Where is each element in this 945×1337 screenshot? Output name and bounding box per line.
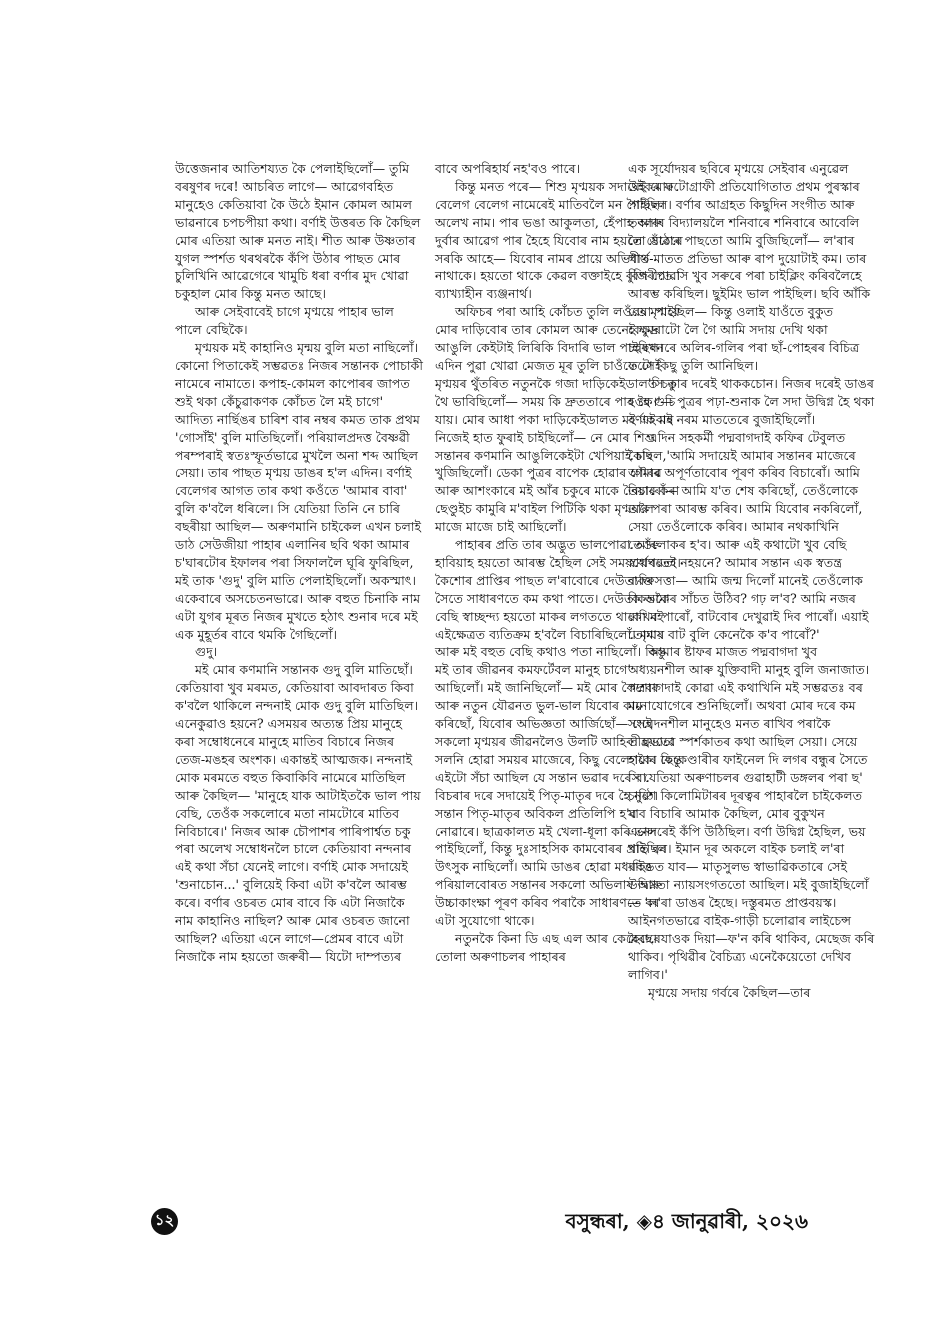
paragraph: মই মোৰ কণমানি সন্তানক গুদু বুলি মাতিছোঁ। কেতিয়াবা খুব মৰমত, কেতিয়াবা আবদাৰত কিবা ক'বলৈ থাকিলে নন্দনাই মোক গুদু বুলি মাতিছিল। এনেকুৱাও হয়নে? এসময়ৰ অত্যন্ত প্ৰিয় মানুহে কৰা সম্বোধনেৰে মানুহে মাতিব বিচাৰে নিজৰ তেজ-মঙহৰ অংশক। একান্তই আত্মজক। নন্দনাই মোক মৰমতে বহুত কিবাকিবি নামেৰে মাতিছিল আৰু কৈছিল— 'মানুহে যাক আটাইতকৈ ভাল পায় বেছি, তেওঁক সকলোৰে মতা নামটোৰে মাতিব নিবিচাৰে।' নিজৰ আৰু চৌপাশৰ পাৰিপাৰ্শ্বত চকু পৰা অলেখ সম্বোধনলৈ চালে কেতিয়াবা নন্দনাৰ এই কথা সঁচা যেনেই লাগে। বৰ্ণাই মোক সদায়েই 'শুনাচোন...' বুলিয়েই কিবা এটা ক'বলৈ আৰম্ভ কৰে। বৰ্ণাৰ ওচৰত মোৰ বাবে কি এটা নিজাকৈ নাম কাহানিও নাছিল? আৰু মোৰ ওচৰত জানো আছিল? এতিয়া এনে লাগে—প্ৰেমৰ বাবে এটা নিজাকৈ নাম হয়তো জৰুৰী— যিটো দাম্পত্যৰ <box>175 662 421 964</box>
paragraph: কিন্তু মনত পৰে— শিশু মৃণ্ময়ক সদায়েই মোৰ বেলেগ বেলেগ নামেৰেই মাতিবলৈ মন গৈছিল। অলেখ নাম। পাৰ ভঙা আকুলতা, হেঁপাহ আৰু দুৰ্বাৰ আৱেগ পাৰ হৈহে যিবোৰ নাম হয়তো ওঁঠেৰে সৰকি আহে— যিবোৰ নামৰ প্ৰায়ে অভিধাৰ্থ নাথাকে। হয়তো থাকে কেৱল বক্তাইহে বুজি পোৱা ব্যাখ্যাহীন ব্যঞ্জনাৰ্থ। <box>435 178 683 302</box>
text-column-3 <box>628 160 876 1002</box>
paragraph: বাবে অপৰিহাৰ্য নহ'বও পাৰে। <box>435 161 581 176</box>
paragraph: নতুনকৈ কিনা ডি এছ এল আৰ কেমেৰাৰে তোলা অৰুণাচলৰ পাহাৰৰ <box>435 930 661 964</box>
paragraph: আমাৰ ষ্টাফৰ মাজত পদ্মবাগদা খুব অধ্যয়নশীল আৰু যুক্তিবাদী মানুহ বুলি জনাজাত। পদ্মবাগদাই কোৱা এই কথাখিনি মই সম্ভৱতঃ বৰ মনোযোগেৰে শুনিছিলোঁ। অথবা মোৰ দৰে কম সংবেদনশীল মানুহেও মনত ৰাখিব পৰাকৈ তীব্ৰভাৱে স্পৰ্শকাতৰ কথা আছিল সেয়া। সেয়ে হায়াৰ ছেকেণ্ডাৰীৰ ফাইনেল দি লগৰ বন্ধুৰ সৈতে সি যেতিয়া অৰুণাচলৰ গুৱাহাটী ডঙ্গলৰ পৰা ছ' চাৰিশ কিলোমিটাৰৰ দূৰত্বৰ পাহাৰলৈ চাইকেলত যাব বিচাৰি আমাক কৈছিল, মোৰ বুকুখন এনেদৰেই কঁপি উঠিছিল। বৰ্ণা উদ্বিগ্ন হৈছিল, ভয় খাইছিল। ইমান দূৰ অকলে বাইক চলাই ল'ৰা ৰাইডত যাব— মাতৃসুলভ স্বাভাৱিকতাৰে সেই উদ্বিগ্নতা ন্যায়সংগততো আছিল। মই বুজাইছিলোঁ— 'ল'ৰা ডাঙৰ হৈছে। দস্তুৰমত প্ৰাপ্তবয়স্ক। আইনগতভাৱে বাইক-গাড়ী চলোৱাৰ লাইচেন্স হৈছে। যাওক দিয়া—ফ'ন কৰি থাকিব, মেছেজ কৰি থাকিব। পৃথিৱীৰ বৈচিত্ৰ্য এনেকৈয়েতো দেখিব লাগিব।' <box>628 644 875 982</box>
paragraph: এদিন সহকৰ্মী পদ্মবাগদাই কফিৰ টেবুলত কৈছিল,'আমি সদায়েই আমাৰ সন্তানৰ মাজেৰে আমাৰ অপূৰ্ণতাবোৰ পূৰণ কৰিব বিচাৰোঁ। আমি বিচাৰোঁ— আমি য'ত শেষ কৰিছোঁ, তেওঁলোকে তাৰ পৰা আৰম্ভ কৰিব। আমি যিবোৰ নকৰিলোঁ, সেয়া তেওঁলোকে কৰিব। আমাৰ নথকাখিনি তেওঁলোকৰ হ'ব। আৰু এই কথাটো খুব বেছি স্বাৰ্থপৰতা নহয়নে? আমাৰ সন্তান এক স্বতন্ত্ৰ ব্যক্তিসত্তা— আমি জন্ম দিলোঁ মানেই তেওঁলোক কি আমাৰ সাঁচত উঠিব? গঢ় ল'ব? আমি নজৰ ৰাখিব পাৰোঁ, বাটবোৰ দেখুৱাই দিব পাৰোঁ। এয়াই তোমাৰ বাট বুলি কেনেকৈ ক'ব পাৰোঁ?' <box>628 429 869 642</box>
text-column-1 <box>175 160 423 966</box>
paragraph: পাহাৰৰ প্ৰতি তাৰ অদ্ভুত ভালপোৱা আৰু হাবিয়াহ হয়তো আৰম্ভ হৈছিল সেই সময়বোৰতেই। কৈশোৰ প্ৰাপ্তিৰ পাছত ল'ৰাবোৰে দেউতাকৰ সৈতে সাধাৰণতে কম কথা পাতে। দেউতাকতকৈ বেছি স্বাচ্ছন্দ্য হয়তো মাকৰ লগততে থাকে। মই এইক্ষেত্ৰত ব্যতিক্ৰম হ'বলৈ বিচাৰিছিলোঁ। মৃণ্ময় আৰু মই বহুত বেছি কথাও পতা নাছিলোঁ। কিন্তু মই তাৰ জীৱনৰ কমফৰ্টেবল মানুহ চাগে' আছিলোঁ। মই জানিছিলোঁ— মই মোৰ কৈশোৰ আৰু নতুন যৌৱনত ভুল-ভাল যিবোৰ কাম কৰিছোঁ, যিবোৰ অভিজ্ঞতা আৰ্জিছোঁ— সেই সকলো মৃণ্ময়ৰ জীৱনলৈও উলটি আহিব। হয়তো সলনি হোৱা সময়ৰ মাজেৰে, কিছু বেলেগকৈ। কিন্তু এইটো সঁচা আছিল যে সন্তান ভৱাৰ দৰে বা বিচৰাৰ দৰে সদায়েই পিতৃ-মাতৃৰ দৰে হৈ নুঠে। সন্তান পিতৃ-মাতৃৰ অবিকল প্ৰতিলিপি হ'ব নোৱাৰে। ছাত্ৰকালত মই খেলা-ধূলা কৰি ভাল পাইছিলোঁ, কিন্তু দুঃসাহসিক কামবোৰৰ প্ৰতি বৰ উৎসুক নাছিলোঁ। আমি ডাঙৰ হোৱা মধ্যবিত্ত পৰিয়ালবোৰত সন্তানৰ সকলো অভিলাষ আৰু উচ্চাকাংক্ষা পূৰণ কৰিব পৰাকৈ সাধাৰণতে বৰ এটা সুযোগো থাকে। <box>435 537 682 929</box>
paragraph: মৃণ্ময়ে সদায় গৰ্বৰে কৈছিল—তাৰ <box>648 984 811 1000</box>
page-number-badge: ১২ <box>151 1208 178 1235</box>
paragraph: গুদু। <box>195 644 218 660</box>
paragraph: মৃণ্ময়ক মই কাহানিও মৃন্ময় বুলি মতা নাছিলোঁ। কোনো পিতাকেই সম্ভৱতঃ নিজৰ সন্তানক পোচাকী নামেৰে নামাতে। কপাহ-কোমল কাপোৰৰ জাপত শুই থকা কেঁচুৱাকণক কোঁচত লৈ মই চাগে' আদিত্য নাৰ্ছিঙৰ চাৰিশ বাৰ নম্বৰ কমত তাক প্ৰথম 'গোসাঁই' বুলি মাতিছিলোঁ। পৰিয়ালপ্ৰদত্ত বৈষ্ণৱী পৰম্পৰাই স্বতঃস্ফূৰ্তভাৱে মুখলৈ অনা শব্দ আছিল সেয়া। তাৰ পাছত মৃণ্ময় ডাঙৰ হ'ল এদিন। বৰ্ণাই বেলেগৰ আগত তাৰ কথা কওঁতে 'আমাৰ বাবা' বুলি ক'বলৈ ধৰিলে। সি যেতিয়া তিনি নে চাৰি বছৰীয়া আছিল— অৰুণমানি চাইকেল এখন চলাই ডাঠ সেউজীয়া পাহাৰ এলানিৰ ছবি থকা আমাৰ চ'ঘাৰটোৰ ইফালৰ পৰা সিফাললৈ ঘূৰি ফুৰিছিল, মই তাক 'গুদু' বুলি মাতি পেলাইছিলোঁ। অকস্মাৎ। একেবাৰে অসচেতনভাৱে। আৰু বহুত চিনাকি নাম এটা যুগৰ মূৰত নিজৰ মুখতে হঠাৎ শুনাৰ দৰে মই এক মুহূৰ্তৰ বাবে থমকি গৈছিলোঁ। <box>175 340 423 642</box>
paragraph: এক সূৰ্যোদয়ৰ ছবিৰে মৃণ্ময়ে সেইবাৰ এনুৱেল উইকৰ ফটোগ্ৰাফী প্ৰতিযোগিতাত প্ৰথম পুৰস্কাৰ পাইছিল। বৰ্ণাৰ আগ্ৰহত কিছুদিন সংগীত আৰু তবলাৰ বিদ্যালয়লৈ শনিবাৰে শনিবাৰে আবেলি লৈ যোৱাৰ পাছতো আমি বুজিছিলোঁ— ল'ৰাৰ গীত-মাতত প্ৰতিভা আৰু ৰাপ দুয়োটাই কম। তাৰ বিপৰীতে সি খুব সৰুৰে পৰা চাইক্লিং কৰিবলৈহে আৰম্ভ কৰিছিল। ছুইমিং ভাল পাইছিল। ছবি আঁকি বেয়া পাইছিল— কিন্তু ওলাই যাওঁতে বুকুত কেমেৰাটো লৈ গৈ আমি সদায় দেখি থকা চহৰখনৰে অলিৰ-গলিৰ পৰা ছাঁ-পোহৰৰ বিচিত্ৰ ফটো কিছু তুলি আনিছিল। <box>628 161 871 373</box>
paragraph: 'সি তাৰ দৰেই থাককচোন। নিজৰ দৰেই ডাঙৰ হওক।'— পুত্ৰৰ পঢ়া-শুনাক লৈ সদা উদ্বিগ্ন হৈ থকা বৰ্ণাক মই নৰম মাততেৰে বুজাইছিলোঁ। <box>628 375 875 427</box>
publication-date-line: বসুন্ধৰা, ◈৪ জানুৱাৰী, ২০২৬ <box>565 1209 808 1233</box>
paragraph: উত্তেজনাৰ আতিশয্যত কৈ পেলাইছিলোঁ— তুমি বৰষুণৰ দৰে! আচৰিত লাগে— আৱেগবহিত মানুহেও কেতিয়াবা কৈ উঠে ইমান কোমল আমল ভাৱনাৰে চপচপীয়া কথা। বৰ্ণাই উত্তৰত কি কৈছিল মোৰ এতিয়া আৰু মনত নাই। শীত আৰু উষ্ণতাৰ যুগল স্পৰ্শত থৰথৰকৈ কঁপি উঠাৰ পাছত মোৰ চুলিখিনি আৱেগেৰে খামুচি ধৰা বৰ্ণাৰ মুদ খোৱা চকুহাল মোৰ কিন্তু মনত আছে। <box>175 161 421 302</box>
paragraph: অফিচৰ পৰা আহি কোঁচত তুলি লওঁতে মৃণ্ময়ে মোৰ দাড়িবোৰ তাৰ কোমল আৰু তেনেই ক্ষুদ্ৰ আঙুলি কেইটাই লিৰিকি বিদাৰি ভাল পাইছিল। এদিন পুৱা খোৱা মেজত মূৰ তুলি চাওঁতে সেই মৃণ্ময়ৰ থুঁতৰিত নতুনকৈ গজা দাড়িকেইডালত চকু থৈ ভাবিছিলোঁ— সময় কি দ্ৰুততাৰে পাৰ হৈ গুচি যায়। মোৰ আধা পকা দাড়িকেইডালত মই এইবাৰ নিজেই হাত ফুৰাই চাইছিলোঁ— নে মোৰ শিশু সন্তানৰ কণমানি আঙুলিকেইটা খেপিয়াই চাব খুজিছিলোঁ। ডেকা পুত্ৰৰ বাপেক হোৱাৰ গৌৰৱ আৰু আশংকাৰে মই আঁৰ চকুৰে মাকে তৈয়াৰ কৰা ছেণ্ডুইচ কামুৰি ম'বাইল পিটিকি থকা মৃণ্ময়লৈ মাজে মাজে চাই আছিলোঁ। <box>435 304 680 535</box>
paragraph: আৰু সেইবাবেই চাগে মৃণ্ময়ে পাহাৰ ভাল পালে বেছিকৈ। <box>175 304 394 338</box>
